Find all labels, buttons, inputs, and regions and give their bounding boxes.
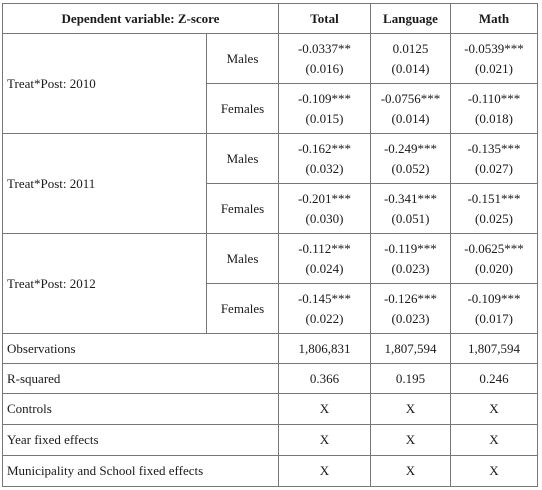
coefficient: 0.0125 <box>392 40 429 56</box>
stat-value-math: 1,807,594 <box>451 334 538 364</box>
control-mark-math: X <box>451 425 538 456</box>
control-row <box>3 425 538 456</box>
standard-error: (0.051) <box>391 210 430 226</box>
cell-language <box>371 234 451 284</box>
table-row <box>3 234 538 284</box>
standard-error: (0.030) <box>305 210 344 226</box>
coefficient: -0.112*** <box>298 240 351 256</box>
regression-results-table <box>2 3 538 487</box>
control-label: Municipality and School fixed effects <box>3 456 279 487</box>
cell-math <box>451 284 538 334</box>
table-header-row <box>3 4 538 34</box>
cell-language <box>371 134 451 184</box>
cell-total <box>279 284 371 334</box>
cell-math <box>451 84 538 134</box>
standard-error: (0.052) <box>391 160 430 176</box>
cell-language <box>371 34 451 84</box>
standard-error: (0.027) <box>475 160 513 176</box>
table-row <box>3 34 538 84</box>
coefficient: -0.0756*** <box>380 90 441 106</box>
standard-error: (0.023) <box>391 310 430 326</box>
stat-row <box>3 364 538 394</box>
cell-math <box>451 34 538 84</box>
cell-math <box>451 134 538 184</box>
coefficient: -0.135*** <box>467 140 521 156</box>
standard-error: (0.014) <box>391 110 430 126</box>
standard-error: (0.021) <box>475 60 513 76</box>
sex-label: Males <box>207 234 279 284</box>
standard-error: (0.016) <box>305 60 344 76</box>
cell-total <box>279 84 371 134</box>
sex-label: Males <box>207 34 279 84</box>
control-rows <box>3 394 538 487</box>
control-mark-total: X <box>279 456 371 487</box>
coefficient: -0.145*** <box>297 290 352 306</box>
stat-value-total: 0.366 <box>279 364 371 394</box>
coefficient: -0.162*** <box>297 140 352 156</box>
stat-value-total: 1,806,831 <box>279 334 371 364</box>
cell-total <box>279 134 371 184</box>
column-header-language: Language <box>371 4 451 34</box>
standard-error: (0.023) <box>391 260 430 276</box>
stat-label: Observations <box>3 334 279 364</box>
stat-value-language: 0.195 <box>371 364 451 394</box>
control-mark-language: X <box>371 394 451 425</box>
control-row <box>3 394 538 425</box>
group-label: Treat*Post: 2012 <box>3 234 207 334</box>
coefficient: -0.0337** <box>297 40 352 56</box>
sex-label: Females <box>207 84 279 134</box>
standard-error: (0.020) <box>475 260 513 276</box>
control-mark-total: X <box>279 394 371 425</box>
coefficient: -0.110*** <box>467 90 521 106</box>
standard-error: (0.022) <box>305 310 344 326</box>
stat-value-math: 0.246 <box>451 364 538 394</box>
control-mark-math: X <box>451 456 538 487</box>
sex-label: Males <box>207 134 279 184</box>
control-mark-total: X <box>279 425 371 456</box>
stat-row <box>3 334 538 364</box>
control-mark-language: X <box>371 456 451 487</box>
statistics-rows <box>3 334 538 394</box>
coefficient: -0.109*** <box>467 290 521 306</box>
coefficient: -0.0539*** <box>464 40 524 56</box>
standard-error: (0.024) <box>305 260 344 276</box>
coefficient: -0.151*** <box>467 190 521 206</box>
sex-label: Females <box>207 184 279 234</box>
control-mark-language: X <box>371 425 451 456</box>
standard-error: (0.014) <box>391 60 430 76</box>
cell-total <box>279 234 371 284</box>
cell-language <box>371 284 451 334</box>
sex-label: Females <box>207 284 279 334</box>
dependent-variable-header: Dependent variable: Z-score <box>3 4 279 34</box>
coefficient: -0.126*** <box>383 290 438 306</box>
coefficient: -0.249*** <box>383 140 438 156</box>
control-mark-math: X <box>451 394 538 425</box>
coefficient: -0.119*** <box>384 240 437 256</box>
standard-error: (0.032) <box>305 160 344 176</box>
cell-language <box>371 84 451 134</box>
coefficient: -0.0625*** <box>464 240 524 256</box>
standard-error: (0.018) <box>475 110 513 126</box>
control-label: Year fixed effects <box>3 425 279 456</box>
standard-error: (0.025) <box>475 210 513 226</box>
stat-label: R-squared <box>3 364 279 394</box>
standard-error: (0.017) <box>475 310 513 326</box>
column-header-math: Math <box>451 4 538 34</box>
stat-value-language: 1,807,594 <box>371 334 451 364</box>
cell-math <box>451 234 538 284</box>
cell-total <box>279 184 371 234</box>
standard-error: (0.015) <box>305 110 344 126</box>
column-header-total: Total <box>279 4 371 34</box>
cell-math <box>451 184 538 234</box>
control-label: Controls <box>3 394 279 425</box>
cell-total <box>279 34 371 84</box>
coefficient-rows <box>3 34 538 334</box>
cell-language <box>371 184 451 234</box>
group-label: Treat*Post: 2011 <box>3 134 207 234</box>
control-row <box>3 456 538 487</box>
coefficient: -0.109*** <box>297 90 352 106</box>
coefficient: -0.201*** <box>297 190 352 206</box>
group-label: Treat*Post: 2010 <box>3 34 207 134</box>
coefficient: -0.341*** <box>383 190 438 206</box>
table-row <box>3 134 538 184</box>
